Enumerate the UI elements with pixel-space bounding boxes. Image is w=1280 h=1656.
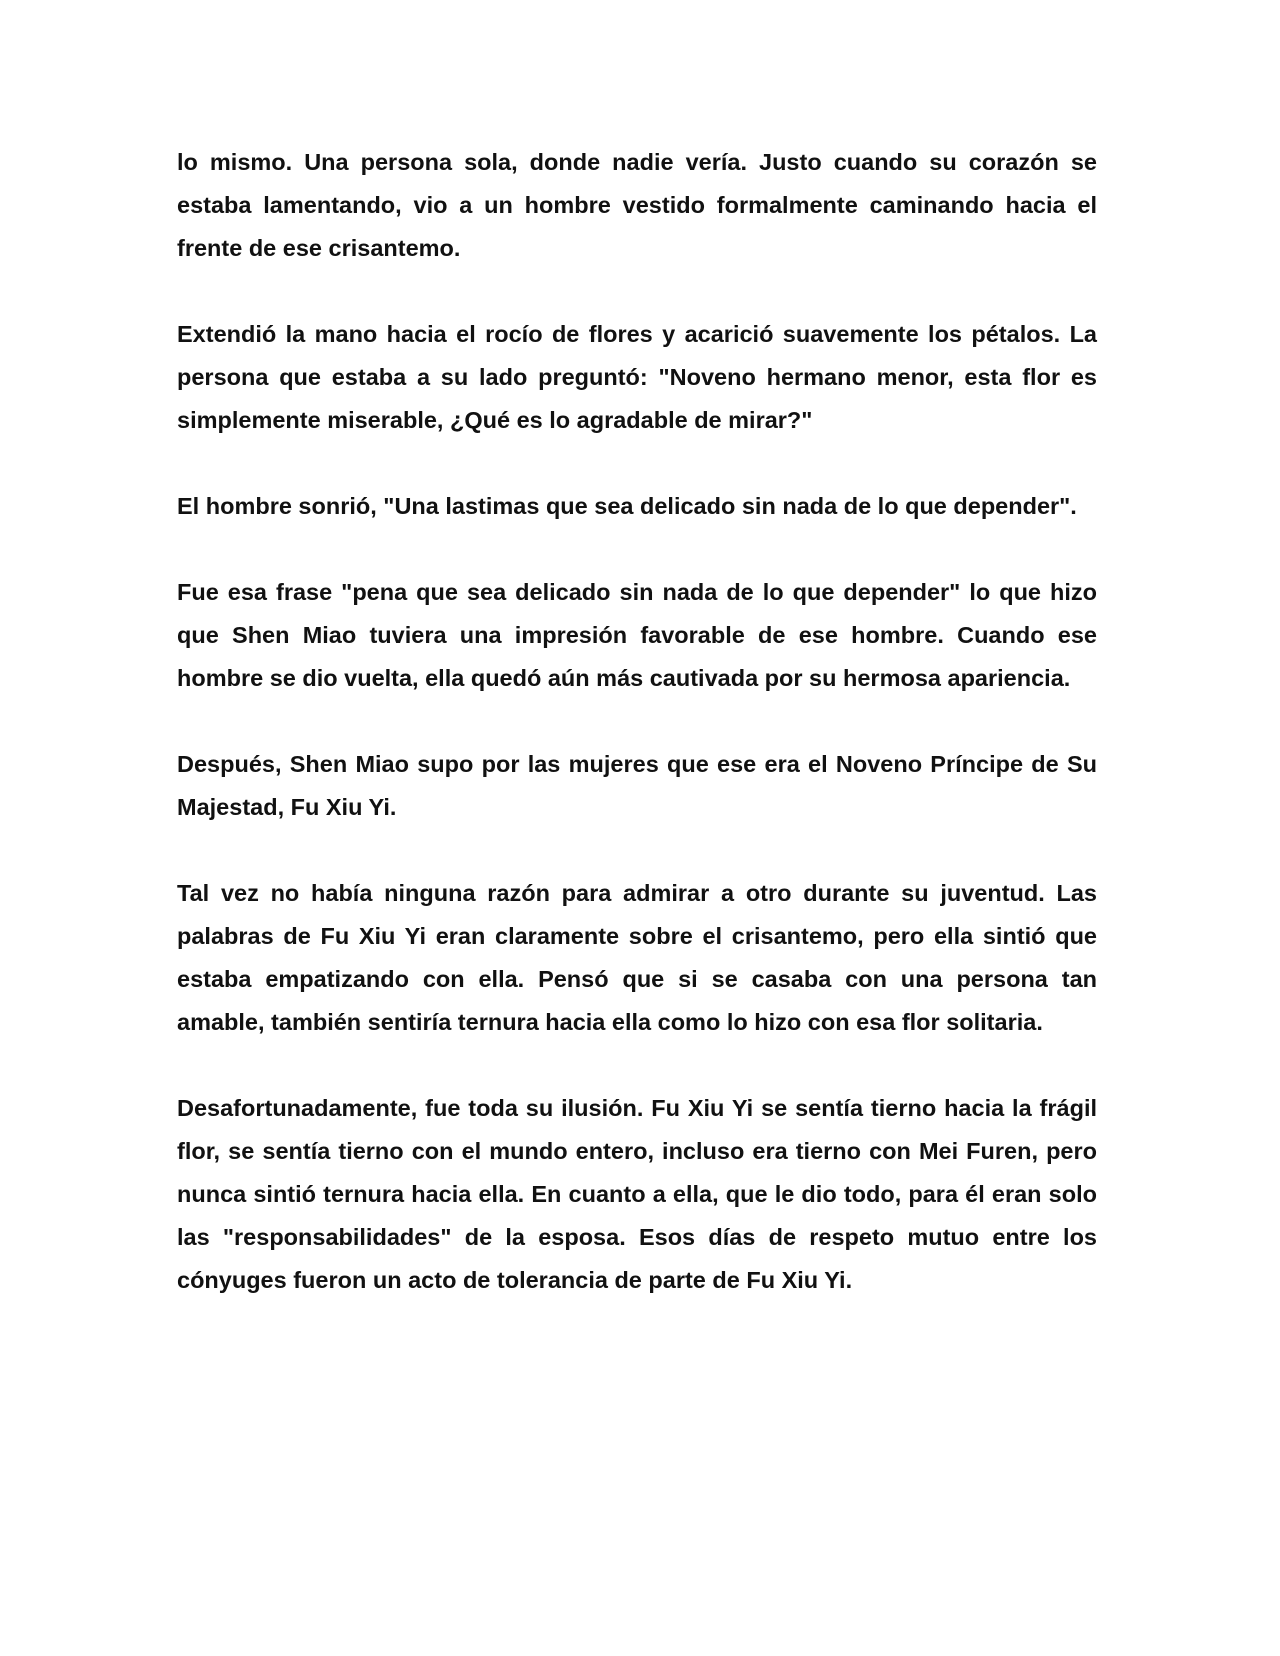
paragraph-6: Tal vez no había ninguna razón para admirar a otro durante su juventud. Las palabras de Fu Xiu Yi eran claramente sobre el crisantemo, pero ella sintió que estaba empatizando con ella. Pensó que si se casaba con una persona tan amable, también sentiría ternura hacia ella como lo hizo con esa flor solitaria. [177,880,1097,1035]
document-body [177,141,1097,1302]
paragraph-5: Después, Shen Miao supo por las mujeres que ese era el Noveno Príncipe de Su Majestad, Fu Xiu Yi. [177,751,1097,820]
paragraph-1: lo mismo. Una persona sola, donde nadie vería. Justo cuando su corazón se estaba lamentando, vio a un hombre vestido formalmente caminando hacia el frente de ese crisantemo. [177,149,1097,261]
paragraph-4: Fue esa frase "pena que sea delicado sin nada de lo que depender" lo que hizo que Shen Miao tuviera una impresión favorable de ese hombre. Cuando ese hombre se dio vuelta, ella quedó aún más cautivada por su hermosa apariencia. [177,579,1097,691]
paragraph-3: El hombre sonrió, "Una lastimas que sea delicado sin nada de lo que depender". [177,493,1077,519]
paragraph-7: Desafortunadamente, fue toda su ilusión. Fu Xiu Yi se sentía tierno hacia la frágil flor, se sentía tierno con el mundo entero, incluso era tierno con Mei Furen, pero nunca sintió ternura hacia ella. En cuanto a ella, que le dio todo, para él eran solo las "responsabilidades" de la esposa. Esos días de respeto mutuo entre los cónyuges fueron un acto de tolerancia de parte de Fu Xiu Yi. [177,1095,1097,1293]
paragraph-2: Extendió la mano hacia el rocío de flores y acarició suavemente los pétalos. La persona que estaba a su lado preguntó: "Noveno hermano menor, esta flor es simplemente miserable, ¿Qué es lo agradable de mirar?" [177,321,1097,433]
